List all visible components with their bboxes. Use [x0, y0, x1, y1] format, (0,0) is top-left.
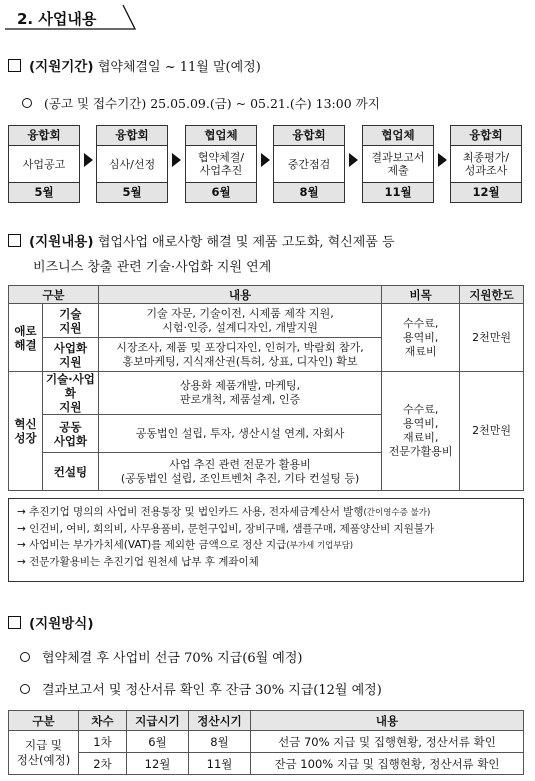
- period-heading: [8, 55, 261, 75]
- support-table: [8, 285, 524, 491]
- method-item: 결과보고서 및 정산서류 확인 후 잔금 30% 지급(12월 예정): [20, 679, 382, 698]
- circle-bullet-icon: [20, 684, 30, 694]
- step-month: 11월: [363, 183, 433, 202]
- limit-cell: 2천만원: [460, 304, 524, 372]
- step-org: 융합회: [451, 126, 521, 146]
- pay-cell: 12월: [127, 753, 189, 775]
- th-category: 구분: [9, 711, 79, 731]
- content-cell: 기술 자문, 기술이전, 시제품 제작 지원, 시험·인증, 설계디자인, 개발지원: [98, 304, 381, 338]
- step-task: 최종평가/ 성과조사: [451, 146, 521, 183]
- content-cell: 공동법인 설립, 투자, 생산시설 연계, 자회사: [98, 415, 381, 453]
- payment-table: [8, 710, 524, 775]
- pay-cell: 6월: [127, 731, 189, 753]
- arrow-right-icon: [261, 153, 270, 167]
- step-task: 중간점검: [274, 146, 344, 183]
- th-settle-time: 정산시기: [189, 711, 251, 731]
- step-task: 심사/선정: [97, 146, 167, 183]
- step-task: 협약체결/ 사업추진: [186, 146, 256, 183]
- period-text: 협약체결일 ~ 11월 말(예정): [97, 60, 261, 75]
- step-task: 사업공고: [9, 146, 79, 183]
- sub-category: 컨설팅: [42, 453, 98, 491]
- step-org: 협업체: [363, 126, 433, 146]
- th-content: 내용: [251, 711, 524, 731]
- support-text-2: 비즈니스 창출 관련 기술·사업화 지원 연계: [33, 260, 272, 275]
- period-sub-text: (공고 및 접수기간) 25.05.09.(금) ~ 05.21.(수) 13:00 까지: [44, 96, 380, 111]
- checkbox-square-icon: [8, 234, 21, 247]
- step-org: 융합회: [9, 126, 79, 146]
- group-name: 혁신 성장: [9, 372, 43, 491]
- notes-box: [8, 498, 524, 582]
- timeline-step: [185, 125, 257, 203]
- settle-cell: 11월: [189, 753, 251, 775]
- support-heading: [8, 230, 395, 250]
- note-line: → 사업비는 부가가치세(VAT)를 제외한 금액으로 정산 지급(부가세 기업부담): [17, 539, 354, 552]
- circle-bullet-icon: [22, 98, 32, 108]
- sub-category: 공동 사업화: [42, 415, 98, 453]
- step-task: 결과보고서 제출: [363, 146, 433, 183]
- timeline-step: [8, 125, 80, 203]
- content-cell: 사업 추진 관련 전문가 활용비 (공동법인 설립, 조인트벤처 추진, 기타 컨설팅 등): [98, 453, 381, 491]
- cost-cell: 수수료, 용역비, 재료비: [382, 304, 460, 372]
- support-label: (지원내용): [29, 234, 94, 250]
- group-name: 애로 해결: [9, 304, 43, 372]
- content-cell: 잔금 100% 지급 및 집행현황, 정산서류 확인: [251, 753, 524, 775]
- step-month: 8월: [274, 183, 344, 202]
- th-cost: 비목: [382, 286, 460, 304]
- method-label: (지원방식): [29, 616, 94, 632]
- th-round: 차수: [79, 711, 127, 731]
- content-cell: 선금 70% 지급 및 집행현황, 정산서류 확인: [251, 731, 524, 753]
- th-limit: 지원한도: [460, 286, 524, 304]
- timeline-step: [273, 125, 345, 203]
- payment-category: 지급 및 정산(예정): [9, 731, 79, 775]
- step-month: 5월: [9, 183, 79, 202]
- arrow-right-icon: [172, 153, 181, 167]
- settle-cell: 8월: [189, 731, 251, 753]
- arrow-right-icon: [84, 153, 93, 167]
- step-org: 융합회: [97, 126, 167, 146]
- sub-category: 기술·사업화 지원: [42, 372, 98, 415]
- method-item: 협약체결 후 사업비 선금 70% 지급(6월 예정): [20, 647, 302, 666]
- checkbox-square-icon: [8, 616, 21, 629]
- limit-cell: 2천만원: [460, 372, 524, 491]
- note-line: → 추진기업 명의의 사업비 전용통장 및 법인카드 사용, 전자세금계산서 발행(간이영수증 불가): [17, 506, 431, 518]
- content-cell: 시장조사, 제품 및 포장디자인, 인허가, 박람회 참가, 홍보마케팅, 지식재산권(특허, 상표, 디자인) 확보: [98, 338, 381, 372]
- content-cell: 상용화 제품개발, 마케팅, 판로개척, 제품설계, 인증: [98, 372, 381, 415]
- round-cell: 2차: [79, 753, 127, 775]
- step-month: 6월: [186, 183, 256, 202]
- arrow-right-icon: [349, 153, 358, 167]
- round-cell: 1차: [79, 731, 127, 753]
- method-heading: [8, 612, 94, 632]
- th-pay-time: 지급시기: [127, 711, 189, 731]
- sub-category: 사업화 지원: [42, 338, 98, 372]
- arrow-right-icon: [438, 153, 447, 167]
- support-text-1: 협업사업 애로사항 해결 및 제품 고도화, 혁신제품 등: [97, 235, 395, 250]
- timeline-step: [96, 125, 168, 203]
- cost-cell: 수수료, 용역비, 재료비, 전문가활용비: [382, 372, 460, 491]
- timeline-step: [362, 125, 434, 203]
- step-month: 12월: [451, 183, 521, 202]
- sub-category: 기술 지원: [42, 304, 98, 338]
- circle-bullet-icon: [20, 652, 30, 662]
- step-org: 협업체: [186, 126, 256, 146]
- note-line: → 전문가활용비는 추진기업 원천세 납부 후 계좌이체: [17, 555, 259, 568]
- step-month: 5월: [97, 183, 167, 202]
- step-org: 융합회: [274, 126, 344, 146]
- section-title-box: [5, 4, 145, 30]
- checkbox-square-icon: [8, 59, 21, 72]
- note-line: → 인건비, 여비, 회의비, 사무용품비, 문헌구입비, 장비구매, 샘플구매, 제품양산비 지원불가: [17, 522, 435, 535]
- timeline-step: [450, 125, 522, 203]
- period-label: (지원기간): [29, 59, 94, 75]
- period-sub: [22, 94, 380, 112]
- th-content: 내용: [98, 286, 381, 304]
- th-category: 구분: [9, 286, 99, 304]
- section-title: 2. 사업내용: [17, 10, 97, 28]
